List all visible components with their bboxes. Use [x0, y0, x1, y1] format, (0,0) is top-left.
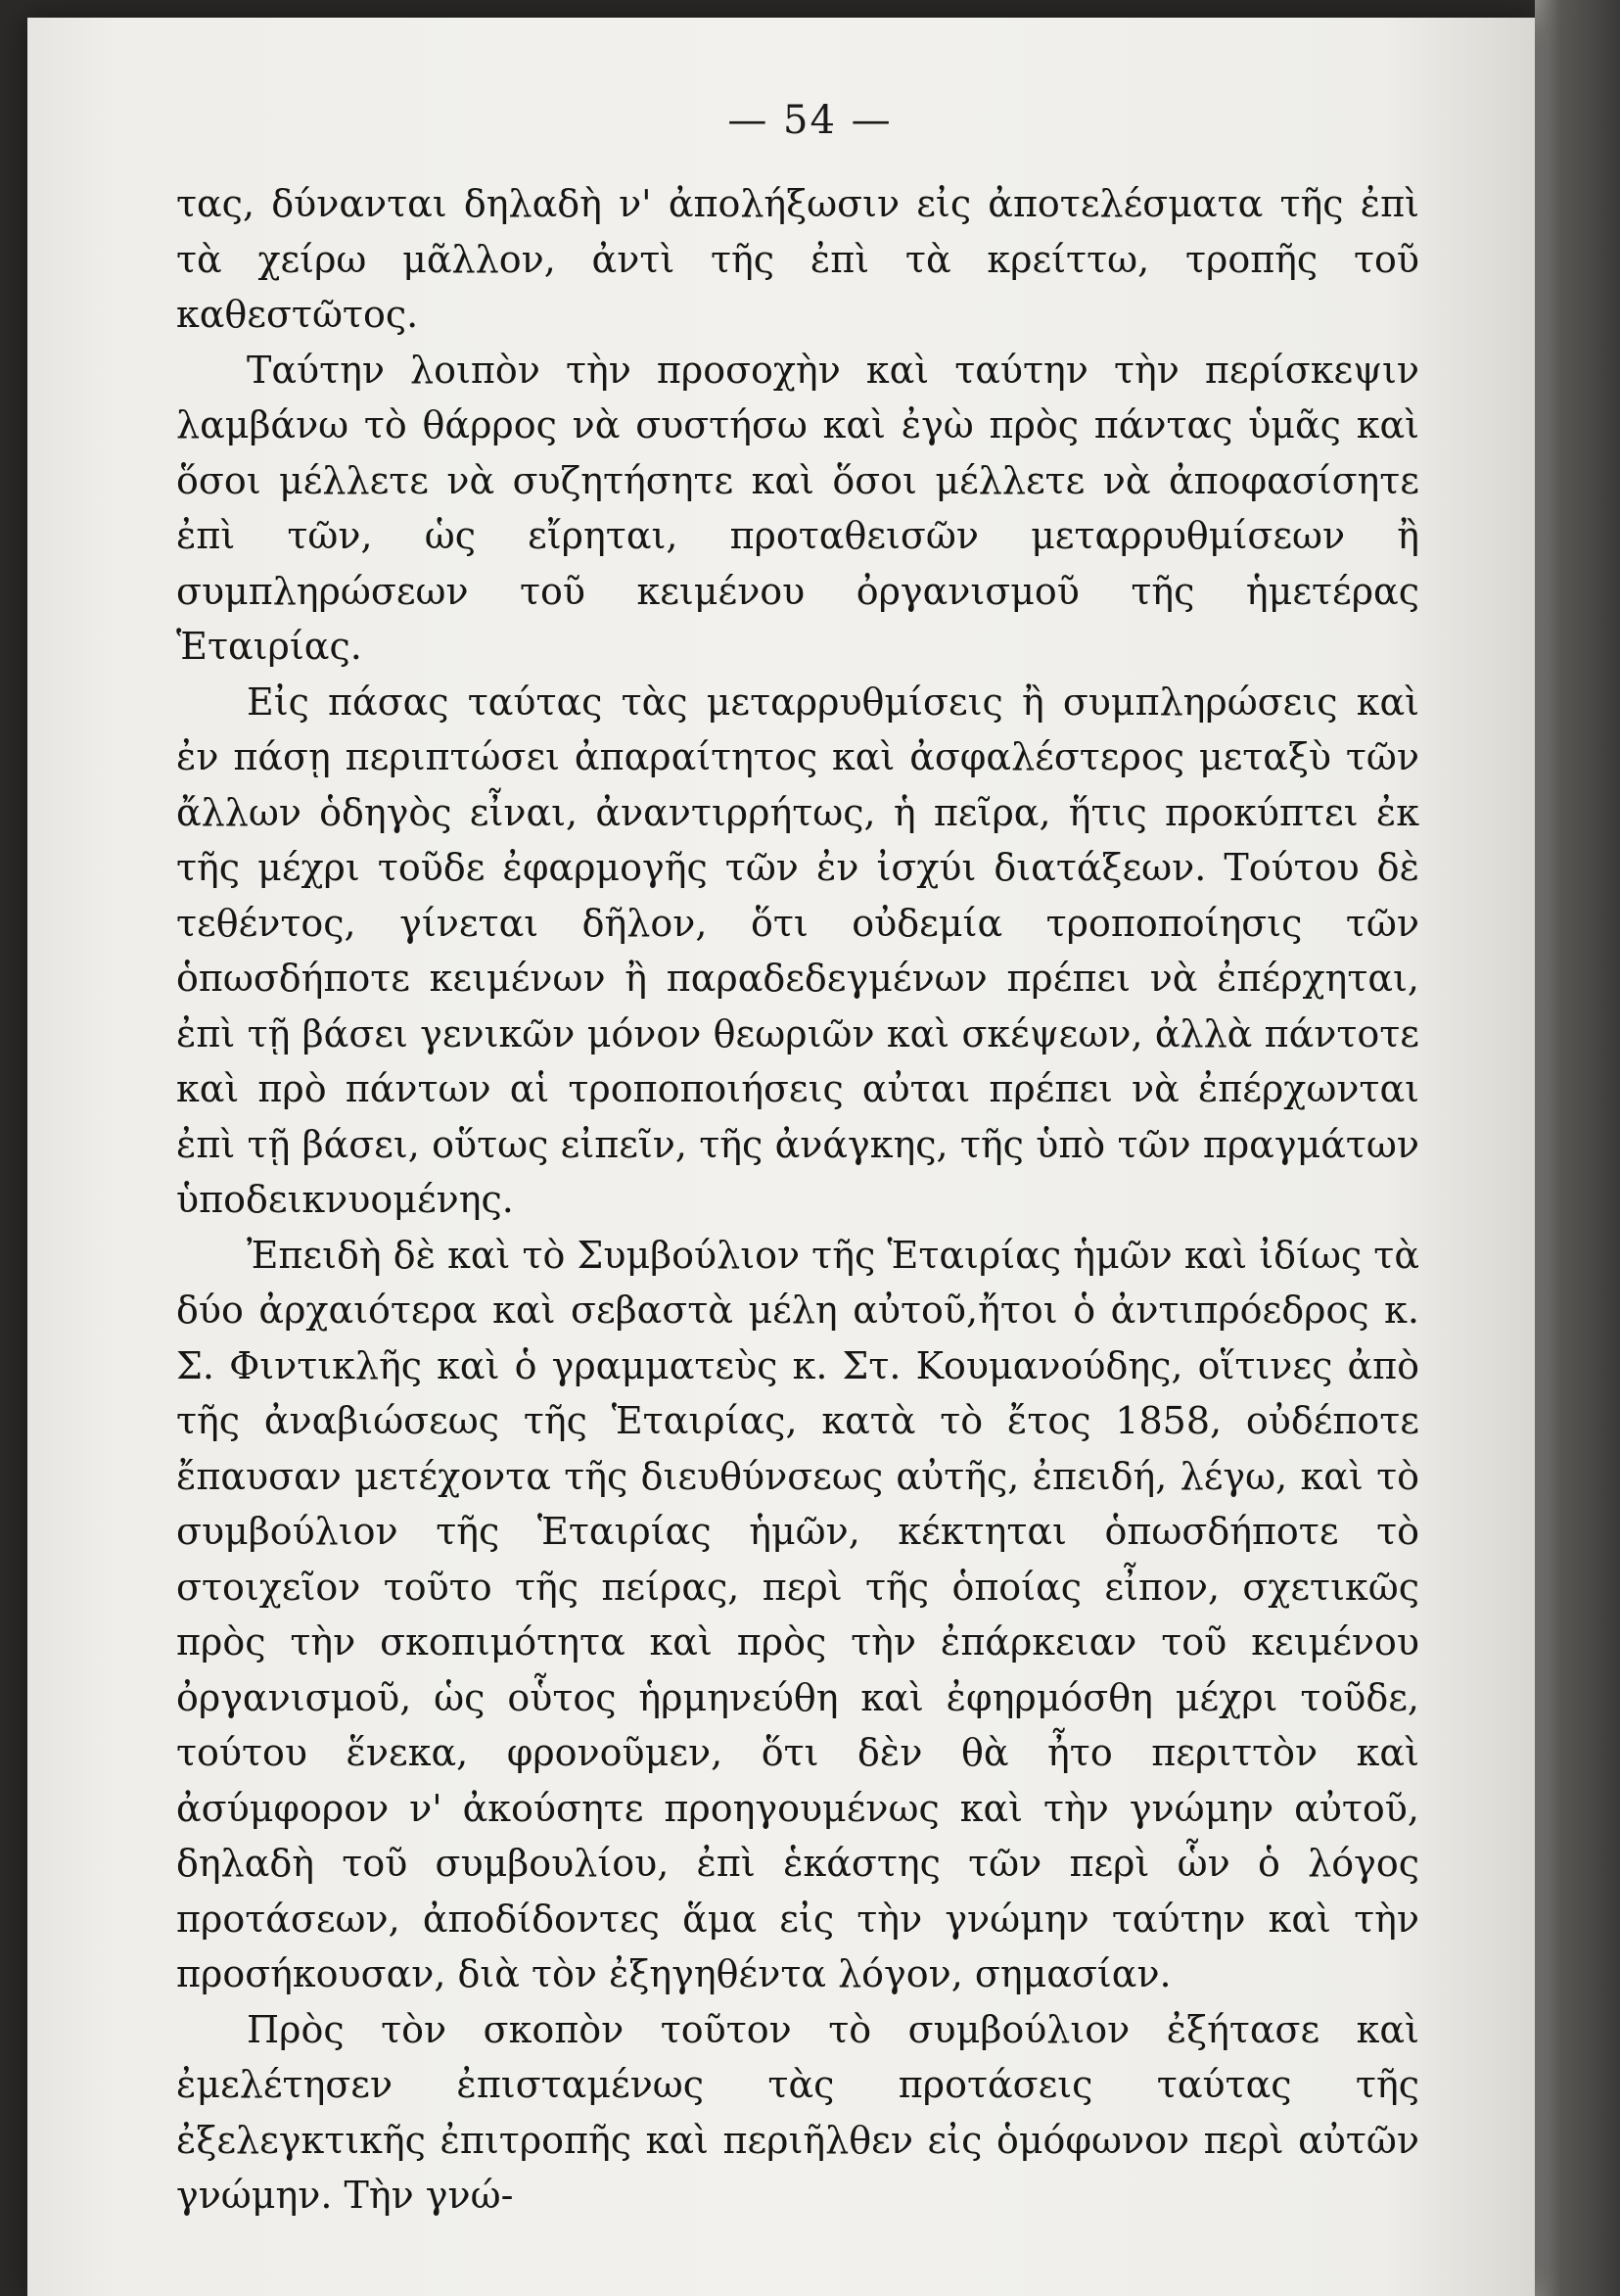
paragraph-3: Εἰς πάσας ταύτας τὰς μεταρρυθμίσεις ἢ συμπληρώσεις καὶ ἐν πάσῃ περιπτώσει ἀπαραίτητος καὶ ἀσφαλέστερος μεταξὺ τῶν ἄλλων ὁδηγὸς εἶναι, ἀναντιρρήτως, ἡ πεῖρα, ἥτις προκύπτει ἐκ τῆς μέχρι τοῦδε ἐφαρμογῆς τῶν ἐν ἰσχύι διατάξεων. Τούτου δὲ τεθέντος, γίνεται δῆλον, ὅτι οὐδεμία τροποποίησις τῶν ὁπωσδήποτε κειμένων ἢ παραδεδεγμένων πρέπει νὰ ἐπέρχηται, ἐπὶ τῇ βάσει γενικῶν μόνον θεωριῶν καὶ σκέψεων, ἀλλὰ πάντοτε καὶ πρὸ πάντων αἱ τροποποιήσεις αὐται πρέπει νὰ ἐπέρχωνται ἐπὶ τῇ βάσει, οὕτως εἰπεῖν, τῆς ἀνάγκης, τῆς ὑπὸ τῶν πραγμάτων ὑποδεικνυομένης.	[176, 679, 1419, 1221]
paragraph-2: Ταύτην λοιπὸν τὴν προσοχὴν καὶ ταύτην τὴν περίσκεψιν λαμβάνω τὸ θάρρος νὰ συστήσω καὶ ἐγὼ πρὸς πάντας ὑμᾶς καὶ ὅσοι μέλλετε νὰ συζητήσητε καὶ ὅσοι μέλλετε νὰ ἀποφασίσητε ἐπὶ τῶν, ὡς εἴρηται, προταθεισῶν μεταρρυθμίσεων ἢ συμπληρώσεων τοῦ κειμένου ὀργανισμοῦ τῆς ἡμετέρας Ἑταιρίας.	[176, 348, 1419, 668]
body-text	[176, 176, 1419, 2224]
paragraph-1: τας, δύνανται δηλαδὴ ν' ἀπολήξωσιν εἰς ἀποτελέσματα τῆς ἐπὶ τὰ χείρω μᾶλλον, ἀντὶ τῆς ἐπὶ τὰ κρείττω, τροπῆς τοῦ καθεστῶτος.	[176, 182, 1419, 336]
page-number: — 54 —	[727, 98, 893, 143]
paragraph-5: Πρὸς τὸν σκοπὸν τοῦτον τὸ συμβούλιον ἐξήτασε καὶ ἐμελέτησεν ἐπισταμένως τὰς προτάσεις ταύτας τῆς ἐξελεγκτικῆς ἐπιτροπῆς καὶ περιῆλθεν εἰς ὁμόφωνον περὶ αὐτῶν γνώμην. Τὴν γνώ-	[176, 2007, 1419, 2217]
page-edge-shadow	[1535, 0, 1620, 2296]
paragraph-4: Ἐπειδὴ δὲ καὶ τὸ Συμβούλιον τῆς Ἑταιρίας ἡμῶν καὶ ἰδίως τὰ δύο ἀρχαιότερα καὶ σεβαστὰ μέλη αὐτοῦ,ἤτοι ὁ ἀντιπρόεδρος κ. Σ. Φιντικλῆς καὶ ὁ γραμματεὺς κ. Στ. Κουμανούδης, οἵτινες ἀπὸ τῆς ἀναβιώσεως τῆς Ἑταιρίας, κατὰ τὸ ἔτος 1858, οὐδέποτε ἔπαυσαν μετέχοντα τῆς διευθύνσεως αὐτῆς, ἐπειδή, λέγω, καὶ τὸ συμβούλιον τῆς Ἑταιρίας ἡμῶν, κέκτηται ὁπωσδήποτε τὸ στοιχεῖον τοῦτο τῆς πείρας, περὶ τῆς ὁποίας εἶπον, σχετικῶς πρὸς τὴν σκοπιμότητα καὶ πρὸς τὴν ἐπάρκειαν τοῦ κειμένου ὀργανισμοῦ, ὡς οὗτος ἡρμηνεύθη καὶ ἐφηρμόσθη μέχρι τοῦδε, τούτου ἕνεκα, φρονοῦμεν, ὅτι δὲν θὰ ἦτο περιττὸν καὶ ἀσύμφορον ν' ἀκούσητε προηγουμένως καὶ τὴν γνώμην αὐτοῦ, δηλαδὴ τοῦ συμβουλίου, ἐπὶ ἑκάστης τῶν περὶ ὧν ὁ λόγος προτάσεων, ἀποδίδοντες ἅμα εἰς τὴν γνώμην ταύτην καὶ τὴν προσήκουσαν, διὰ τὸν ἐξηγηθέντα λόγον, σημασίαν.	[176, 1233, 1419, 1995]
